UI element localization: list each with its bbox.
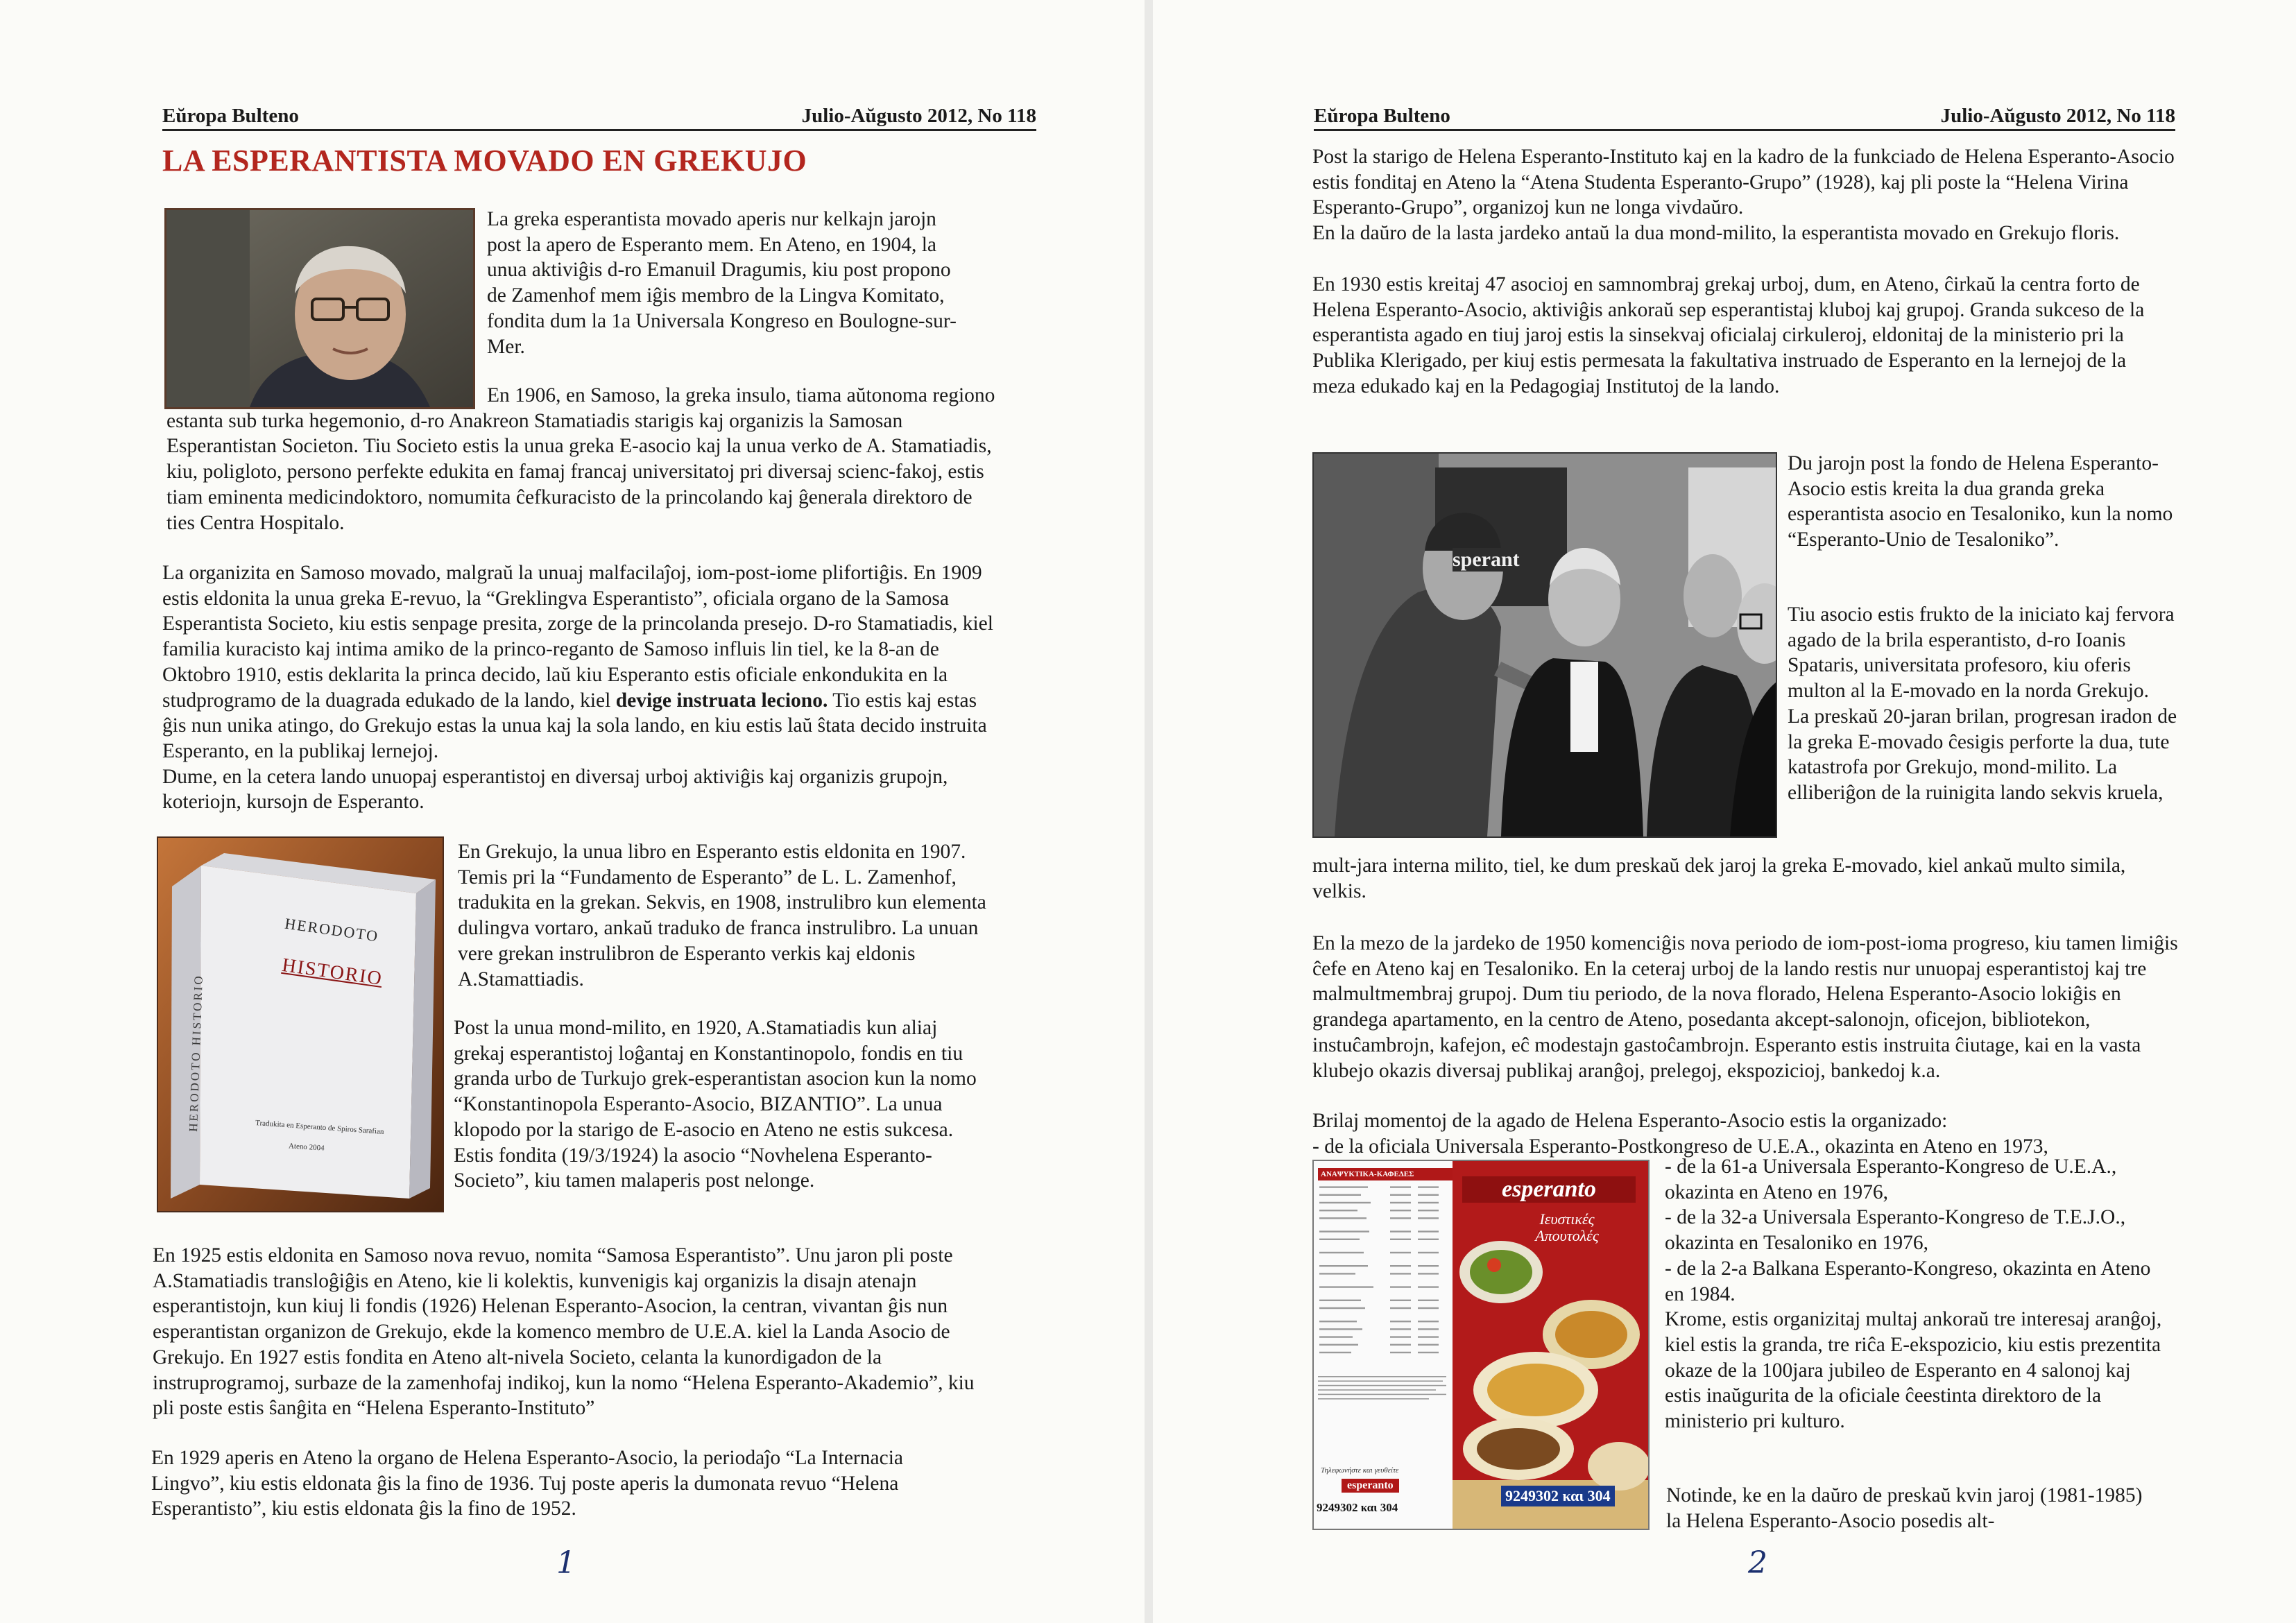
- paragraph-post: [1312, 144, 2200, 246]
- paragraph-1950: En la mezo de la jardeko de 1950 komenciĝis nova periodo de iom-post-ioma progreso, kiu tamen limiĝis ĉefe en Ateno kaj en Tesaloniko. En la ceteraj urboj de la lando restis nur unuopaj esperantistoj kaj tre malmultmembraj grupoj. Dum tiu periodo, de la nova florado, Helena Esperanto-Asocio lokiĝis en grandega apartamento, en la centro de Ateno, posedanta akcept-salonojn, oficejon, bibliotekon, instuĉambrojn, kafejon, eĉ modestajn gastoĉambrojn. Esperanto estis instruita ĉiutage, kai en la vasta klubejo okazis diversaj publikaj aranĝoj, prelegoj, ekspozicioj, bankedoj k.a.: [1312, 932, 2178, 1082]
- publication-name: Eŭropa Bulteno: [1314, 105, 1450, 127]
- book-title: HISTORIO: [280, 954, 384, 990]
- paragraph-1929: En 1929 aperis en Ateno la organo de Helena Esperanto-Asocio, la periodaĵo “La Internacia Lingvo”, kiu estis eldonata ĝis la fino de 1936. Tuj poste aperis la dumonata revuo “Helena Esperantisto”, kiu estis eldonata ĝis la fino de 1952.: [151, 1447, 903, 1520]
- page-right: [1153, 0, 2296, 1623]
- paragraph-tiu-asocio-text: Tiu asocio estis frukto de la iniciato kaj fervora agado de la brila esperantisto, d-ro Ioanis Spataris, universitata profesoro, kiu oferis multon al la E-movado en la norda Grekujo.: [1788, 603, 2175, 703]
- page-number: 1: [556, 1545, 576, 1581]
- paragraph-notinde: Notinde, ke en la daŭro de preskaŭ kvin jaroj (1981-1985) la Helena Esperanto-Asocio posedis alt-: [1666, 1484, 2143, 1532]
- page-left: [0, 0, 1145, 1623]
- paragraph-preskau-text: La preskaŭ 20-jaran brilan, progresan iradon de la greka E-movado ĉesigis perforte la dua, tute katastrofa por Grekujo, mond-milito. La elliberiĝon de la ruinigita lando sekvis kruela,: [1788, 705, 2177, 804]
- list-item: - de la 32-a Universala Esperanto-Kongreso de T.E.J.O., okazinta en Tesaloniko en 1976,: [1665, 1206, 2126, 1255]
- book-translator: Tradukita en Esperanto de Spiros Sarafian: [255, 1119, 384, 1136]
- paragraph-organization-text-2: Tio estis kaj estas ĝis nun unika atingo, do Grekujo estas la unua kaj la sola lando, en kiu estis laŭ ŝtata decido instruita Esperanto, en la publikaj lernejoj.: [162, 689, 987, 762]
- paragraph-1907: En Grekujo, la unua libro en Esperanto estis eldonita en 1907. Temis pri la “Fundamento de Esperanto” de L. L. Zamenhof, tradukita en la grekan. Sekvis, en 1908, instrulibro kun elementa dulingva vortaro, ankaŭ traduko de franca instrulibro. La unuan vere grekan instrulibron de Esperanto verkis kaj eldonis A.Stamattiadis.: [458, 841, 986, 990]
- book-cover-photo: [157, 836, 444, 1212]
- paragraph-1930: En 1930 estis kreitaj 47 asocioj en samnombraj grekaj urboj, dum, en Ateno, ĉirkaŭ la centra forto de Helena Esperanto-Asocio, aktiviĝis ankoraŭ sep esperantistaj kluboj kaj grupoj. Granda sukceso de la esperantista agado en tiuj jaroj estis la sinsekvaj oficialaj cirkuleroj, eldonitaj de la ministerio pri la Publika Klerigado, per kiuj estis permesata la fakultativa instruado de Esperanto en la lernejoj de la meza edukado kaj en la Pedagogiaj Institutoj de la lando.: [1312, 273, 2145, 397]
- page-header: [162, 101, 1036, 131]
- menu-delivery: Τηλεφωνήστε και γευθείτε: [1321, 1466, 1399, 1475]
- paragraph-krome-text: Krome, estis organizitaj multaj ankoraŭ tre interesaj aranĝoj, kiel estis la granda, tre riĉa E-ekspozicio, kiu estis prezentita okaze de la 100jara jubileo de Esperanto en 4 salonoj kaj estis inaŭgurita de la oficiale ĉeestinta direktoro de la ministerio pri kulturo.: [1665, 1308, 2162, 1433]
- portrait-photo: [164, 208, 475, 409]
- issue-date: Julio-Aŭgusto 2012, No 118: [801, 105, 1036, 127]
- book-city-year: Ateno 2004: [288, 1142, 325, 1153]
- menu-phone: 9249302 και 304: [1501, 1486, 1615, 1506]
- page-number: 2: [1748, 1545, 1767, 1581]
- article-title: LA ESPERANTISTA MOVADO EN GREKUJO: [162, 144, 807, 178]
- menu-ad-column: [1453, 1161, 1648, 1529]
- list-item: - de la 61-a Universala Esperanto-Kongreso de U.E.A., okazinta en Ateno en 1976,: [1665, 1156, 2117, 1203]
- paragraph-1925: En 1925 estis eldonita en Samoso nova revuo, nomita “Samosa Esperantisto”. Unu jaron pli poste A.Stamatiadis transloĝiĝis en Ateno, kie li kolektis, kunvenigis kaj organizis la disajn atenajn esperantistojn, kun kiuj li fondis (1926) Helenan Esperanto-Asocion, la centran, vivantan ĝis nun esperantistan organizon de Grekujo, ekde la komenco membro de U.E.A. kiel la Landa Asocio de Grekujo. En 1927 estis fondita en Ateno alt-nivela Societo, celanta la kunordigadon de la instruprogramoj, surbaze de la zamenhofaj indikoj, kun la nomo “Helena Esperanto-Akademio”, kiu pli poste estis ŝanĝita en “Helena Esperanto-Instituto”: [153, 1244, 975, 1420]
- paragraph-1906: En 1906, en Samoso, la greka insulo, tiama aŭtonoma regiono estanta sub turka hegemonio, d-ro Anakreon Stamatiadis starigis kaj organizis la Samosan Esperantistan Societon. Tiu Societo estis la unua greka E-asocio kaj la unua verko de A. Stamatiadis, kiu, poligloto, persono perfekte edukita en famaj francaj universitatoj pri diversaj scienc-fakoj, estis tiam eminenta medicindoktoro, nomumita ĉefkuracisto de la princolando kaj ĝenerala direktoro de ties Centra Hospitalo.: [166, 384, 995, 534]
- paragraph-brilaj-text: Brilaj momentoj de la agado de Helena Esperanto-Asocio estis la organizado:: [1312, 1110, 1948, 1132]
- book-spine: HERODOTO HISTORIO: [187, 973, 205, 1132]
- paragraph-organization: [162, 560, 1002, 815]
- paragraph-organization-bold: devige instruata leciono.: [615, 689, 828, 712]
- list-item: - de la 2-a Balkana Esperanto-Kongreso, okazinta en Ateno en 1984.: [1665, 1257, 2151, 1305]
- paragraph-brilaj: [1312, 1108, 2179, 1159]
- book-author: HERODOTO: [283, 914, 380, 945]
- paragraph-organization-text: La organizita en Samoso movado, malgraŭ la unuaj malfacilaĵoj, iom-post-iome plifortiĝis. En 1909 estis eldonita la unua greka E-revuo, la “Greklingva Esperantisto”, oficiala organo de la Samosa Esperantista Societo, kiu estis senpage presita, zorge de la princolanda presejo. D-ro Stamatiadis, kiel familia kuracisto kaj intima amiko de la princo-reganto de Samoso influis lin tiel, ke la 8-an de Oktobro 1910, estis deklarita la princa decido, laŭ kiu Esperanto estis oficiale enkondukita en la studprogramo de la duagrada edukado de la lando, kiel: [162, 562, 993, 712]
- menu-heading: ΑΝΑΨΥΚΤΙΚΑ-ΚΑΦΕΔΕΣ: [1318, 1168, 1455, 1180]
- group-photo: [1312, 452, 1777, 838]
- issue-date: Julio-Aŭgusto 2012, No 118: [1940, 105, 2175, 127]
- menu-tagline: Ιευστικές Απουτολές: [1535, 1210, 1599, 1244]
- paragraph-organization-cetera: Dume, en la cetera lando unuopaj esperantistoj en diversaj urboj aktiviĝis kaj organizis grupojn, koteriojn, kursojn de Esperanto.: [162, 765, 948, 814]
- menu-phone-small: 9249302 και 304: [1317, 1501, 1398, 1514]
- intro-paragraph: La greka esperantista movado aperis nur kelkajn jarojn post la apero de Esperanto mem. En Ateno, en 1904, la unua aktiviĝis d-ro Emanuil Dragumis, kiu post propono de Zamenhof mem iĝis membro de la Lingva Komitato, fondita dum la 1a Universala Kongreso en Boulogne-sur-Mer.: [487, 208, 957, 358]
- paragraph-daur-text: En la daŭro de la lasta jardeko antaŭ la dua mond-milito, la esperantista movado en Grekujo floris.: [1312, 222, 2120, 245]
- paragraph-du-jarojn: Du jarojn post la fondo de Helena Esperanto-Asocio estis kreita la dua granda greka esperantista asocio en Tesaloniko, kun la nomo “Esperanto-Unio de Tesaloniko”.: [1788, 452, 2173, 551]
- menu-brand: esperanto: [1462, 1176, 1636, 1203]
- menu-list-column: [1314, 1161, 1453, 1529]
- publication-name: Eŭropa Bulteno: [162, 105, 299, 127]
- paragraph-post-text: Post la starigo de Helena Esperanto-Instituto kaj en la kadro de la funkciado de Helena Esperanto-Asocio estis fonditaj en Ateno la “Atena Studenta Esperanto-Grupo” (1928), kaj pli poste la “Helena Virina Esperanto-Grupo”, organizoj kun ne longa vivdaŭro.: [1312, 146, 2175, 219]
- photo-poster-text: sperant: [1453, 548, 1520, 571]
- menu-brand-small: esperanto: [1342, 1479, 1399, 1493]
- paragraph-kongresoj: [1665, 1154, 2171, 1434]
- page-header: [1314, 101, 2175, 131]
- paragraph-1920: Post la unua mond-milito, en 1920, A.Stamatiadis kun aliaj grekaj esperantistoj loĝantaj en Konstantinopolo, fondis en tiu granda urbo de Turkujo grek-esperantistan asocion kun la nomo “Konstantinopola Esperanto-Asocio, BIZANTIO”. La unua klopodo por la starigo de E-asocio en Ateno ne estis sukcesa. Estis fondita (19/3/1924) la asocio “Novhelena Esperanto-Societo”, kiu tamen malaperis post nelonge.: [454, 1017, 977, 1192]
- menu-flyer-image: [1312, 1160, 1650, 1530]
- paragraph-tiu-asocio: [1788, 602, 2190, 806]
- paragraph-interna-milito: mult-jara interna milito, tiel, ke dum preskaŭ dek jaroj la greka E-movado, kiel ankaŭ multo simila, velkis.: [1312, 855, 2126, 902]
- paragraph-postkongreso-text: - de la oficiala Universala Esperanto-Postkongreso de U.E.A., okazinta en Ateno en 1973,: [1312, 1135, 2048, 1158]
